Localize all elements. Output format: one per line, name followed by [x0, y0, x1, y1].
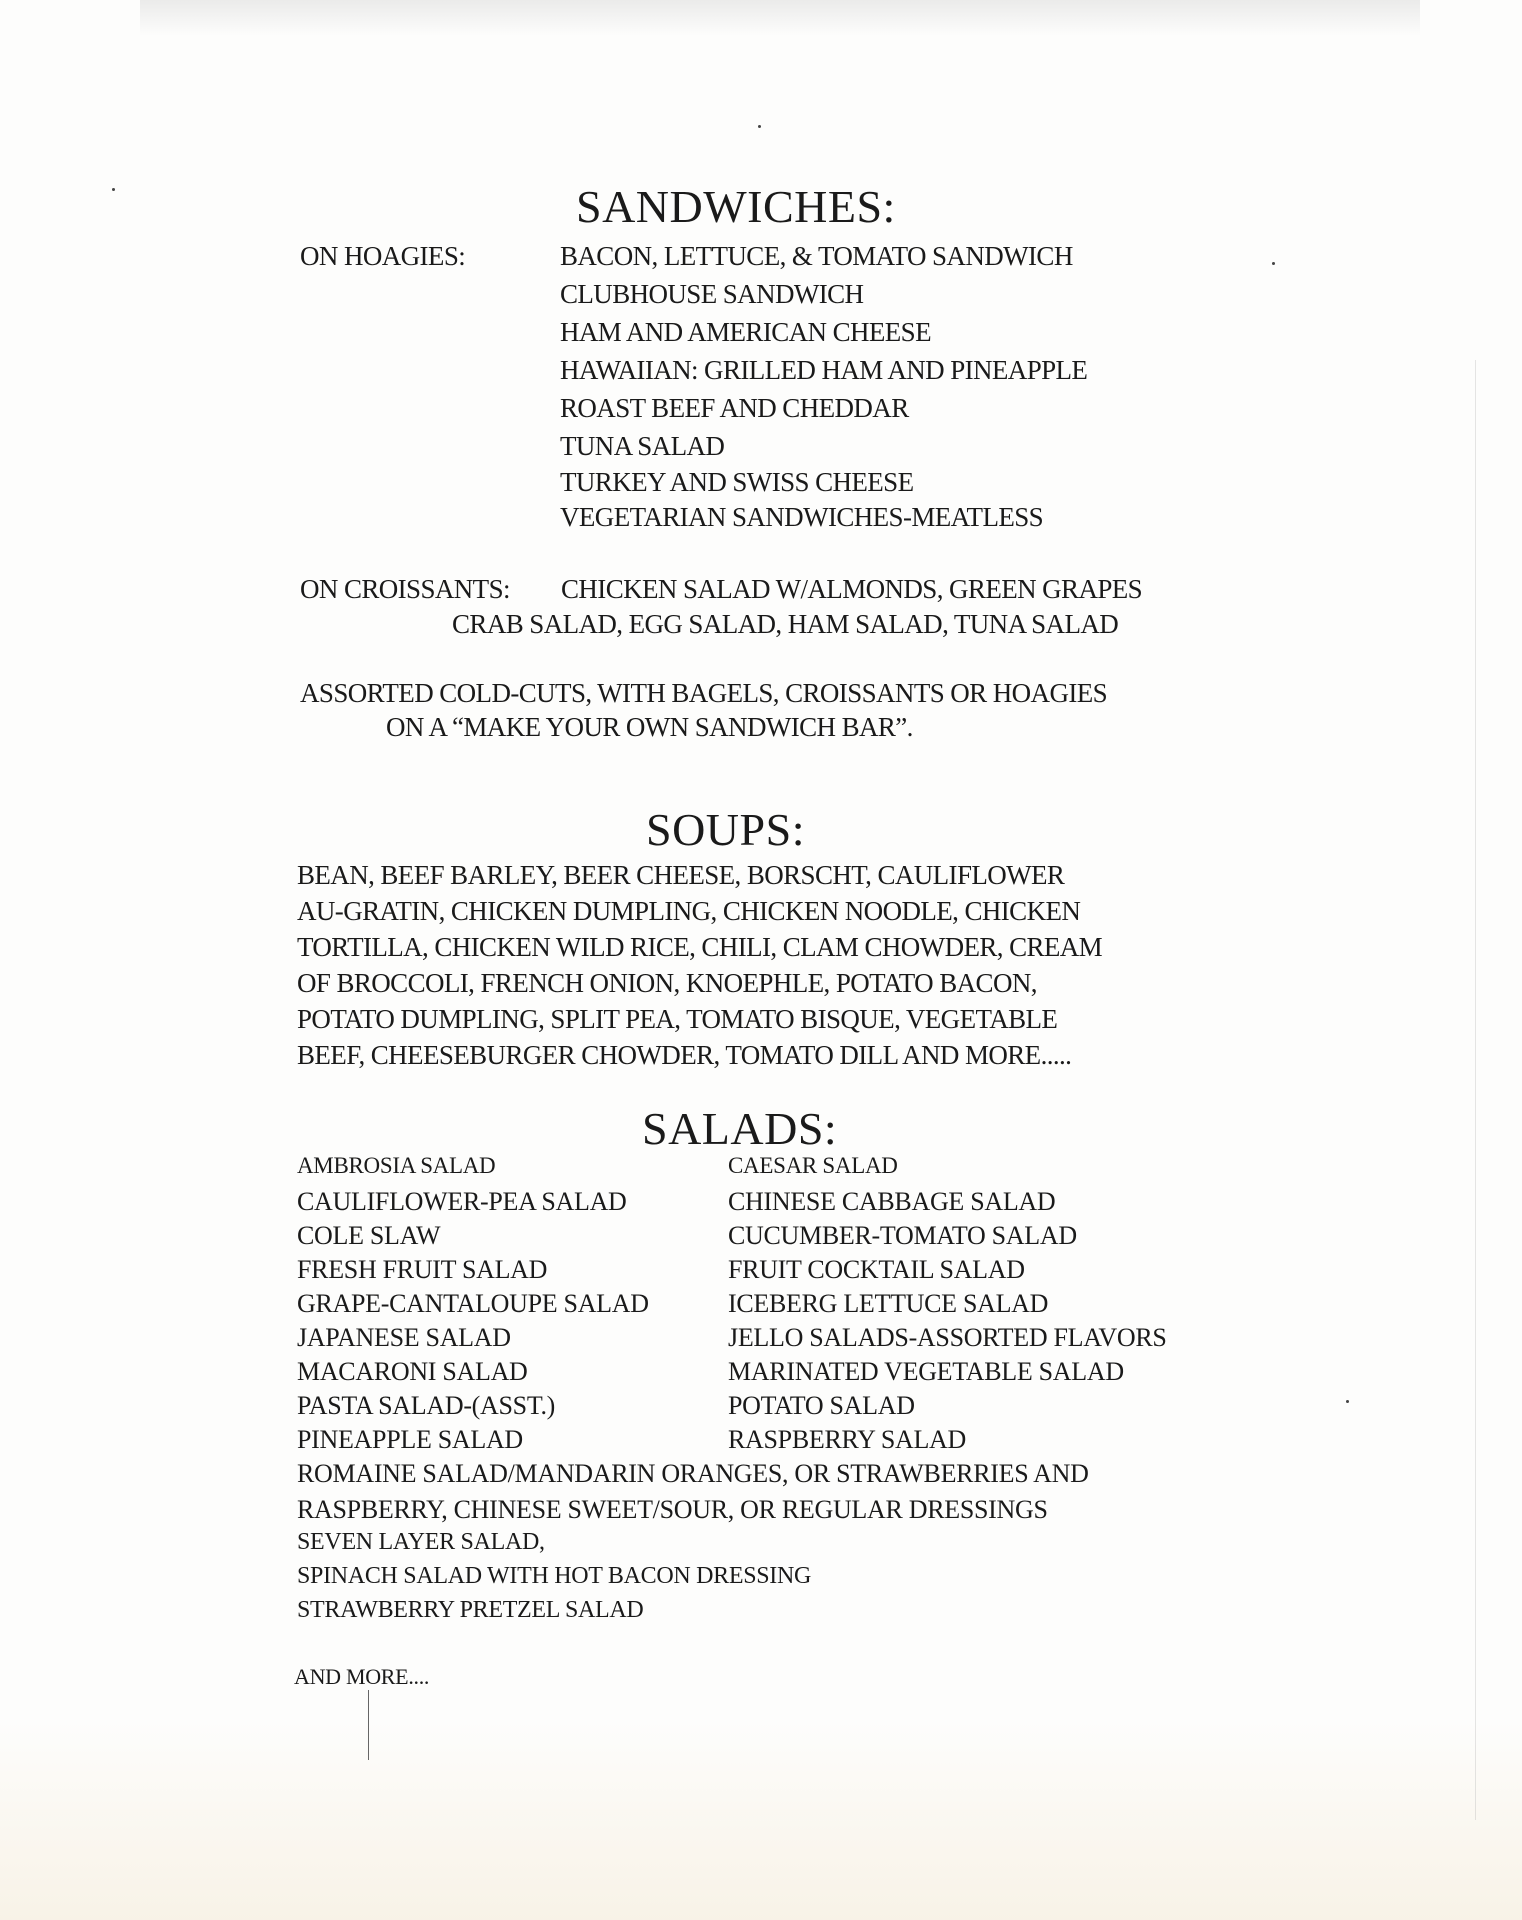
- salad-left-item: COLE SLAW: [297, 1221, 441, 1250]
- hoagie-item: TUNA SALAD: [560, 431, 725, 461]
- salad-right-item: CHINESE CABBAGE SALAD: [728, 1187, 1056, 1216]
- salad-right-item: JELLO SALADS-ASSORTED FLAVORS: [728, 1323, 1167, 1352]
- scan-fold-line: [1475, 360, 1476, 1820]
- hoagie-item: VEGETARIAN SANDWICHES-MEATLESS: [560, 502, 1044, 532]
- salad-full-line: RASPBERRY, CHINESE SWEET/SOUR, OR REGULAR DRESSINGS: [297, 1495, 1048, 1524]
- soups-line: AU-GRATIN, CHICKEN DUMPLING, CHICKEN NOODLE, CHICKEN: [297, 896, 1081, 926]
- coldcuts-line: ASSORTED COLD-CUTS, WITH BAGELS, CROISSANTS OR HOAGIES: [300, 678, 1108, 708]
- salad-right-item: FRUIT COCKTAIL SALAD: [728, 1255, 1025, 1284]
- salad-left-item: CAULIFLOWER-PEA SALAD: [297, 1187, 627, 1216]
- soups-line: BEAN, BEEF BARLEY, BEER CHEESE, BORSCHT, CAULIFLOWER: [297, 860, 1065, 890]
- soups-line: OF BROCCOLI, FRENCH ONION, KNOEPHLE, POTATO BACON,: [297, 968, 1037, 998]
- croissants-label: ON CROISSANTS:: [300, 574, 510, 604]
- salad-full-line: ROMAINE SALAD/MANDARIN ORANGES, OR STRAWBERRIES AND: [297, 1459, 1089, 1488]
- coldcuts-line: ON A “MAKE YOUR OWN SANDWICH BAR”.: [386, 712, 913, 742]
- hoagie-item: HAM AND AMERICAN CHEESE: [560, 317, 931, 347]
- salad-left-item: JAPANESE SALAD: [297, 1323, 511, 1352]
- soups-line: POTATO DUMPLING, SPLIT PEA, TOMATO BISQUE, VEGETABLE: [297, 1004, 1058, 1034]
- scan-mark-line: [368, 1690, 369, 1760]
- salads-footer: AND MORE....: [294, 1664, 430, 1689]
- salad-left-item: PASTA SALAD-(ASST.): [297, 1391, 556, 1420]
- salad-right-item: POTATO SALAD: [728, 1391, 915, 1420]
- salad-right-item: ICEBERG LETTUCE SALAD: [728, 1289, 1049, 1318]
- scan-speck: [1346, 1400, 1349, 1403]
- salad-full-line: STRAWBERRY PRETZEL SALAD: [297, 1597, 644, 1623]
- hoagie-item: BACON, LETTUCE, & TOMATO SANDWICH: [560, 241, 1073, 271]
- hoagie-item: CLUBHOUSE SANDWICH: [560, 279, 864, 309]
- salad-right-item: CAESAR SALAD: [728, 1153, 898, 1178]
- hoagie-item: HAWAIIAN: GRILLED HAM AND PINEAPPLE: [560, 355, 1088, 385]
- soups-line: BEEF, CHEESEBURGER CHOWDER, TOMATO DILL AND MORE.....: [297, 1040, 1072, 1070]
- salad-full-line: SEVEN LAYER SALAD,: [297, 1529, 545, 1555]
- croissants-line: CRAB SALAD, EGG SALAD, HAM SALAD, TUNA SALAD: [452, 609, 1119, 639]
- scan-speck: [112, 188, 115, 191]
- sandwiches-heading: SANDWICHES:: [576, 181, 896, 232]
- hoagies-label: ON HOAGIES:: [300, 241, 466, 271]
- soups-heading: SOUPS:: [646, 804, 805, 855]
- salad-left-item: AMBROSIA SALAD: [297, 1153, 496, 1178]
- croissants-line: CHICKEN SALAD W/ALMONDS, GREEN GRAPES: [561, 574, 1143, 604]
- salad-right-item: MARINATED VEGETABLE SALAD: [728, 1357, 1124, 1386]
- hoagie-item: ROAST BEEF AND CHEDDAR: [560, 393, 909, 423]
- salad-left-item: GRAPE-CANTALOUPE SALAD: [297, 1289, 649, 1318]
- soups-line: TORTILLA, CHICKEN WILD RICE, CHILI, CLAM CHOWDER, CREAM: [297, 932, 1103, 962]
- scan-speck: [758, 125, 761, 128]
- scan-shadow-top: [140, 0, 1420, 36]
- salad-left-item: PINEAPPLE SALAD: [297, 1425, 523, 1454]
- hoagie-item: TURKEY AND SWISS CHEESE: [560, 467, 914, 497]
- salad-left-item: MACARONI SALAD: [297, 1357, 528, 1386]
- salad-right-item: CUCUMBER-TOMATO SALAD: [728, 1221, 1077, 1250]
- salads-heading: SALADS:: [642, 1103, 838, 1154]
- scan-speck: [1272, 262, 1275, 265]
- salad-right-item: RASPBERRY SALAD: [728, 1425, 966, 1454]
- salad-left-item: FRESH FRUIT SALAD: [297, 1255, 548, 1284]
- scan-shadow-bottom: [0, 1720, 1522, 1920]
- salad-full-line: SPINACH SALAD WITH HOT BACON DRESSING: [297, 1563, 812, 1589]
